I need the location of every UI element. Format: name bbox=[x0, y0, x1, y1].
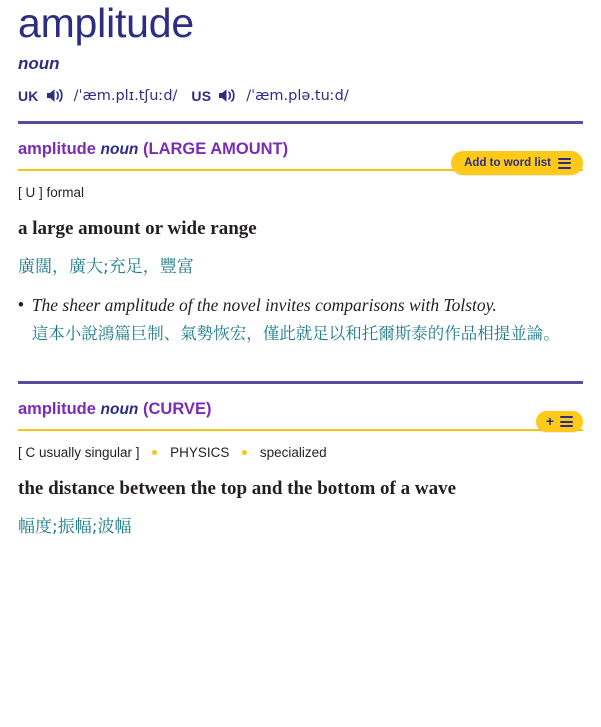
grammar-label-domain: PHYSICS bbox=[170, 445, 230, 460]
definition-text: a large amount or wide range bbox=[18, 218, 257, 239]
sense-headword: amplitude bbox=[18, 140, 96, 158]
sense-block-curve bbox=[18, 384, 583, 539]
list-icon bbox=[558, 158, 571, 169]
grammar-label-register: specialized bbox=[259, 445, 327, 460]
speaker-icon[interactable] bbox=[217, 87, 237, 104]
bullet-icon: • bbox=[18, 296, 24, 314]
sense-block-large-amount bbox=[18, 124, 583, 346]
speaker-icon[interactable] bbox=[45, 87, 65, 104]
pronunciation-region-us: US bbox=[191, 87, 212, 104]
add-to-word-list-label: + bbox=[545, 413, 554, 429]
example-translation: 這本小說鴻篇巨制、氣勢恢宏，僅此就足以和托爾斯泰的作品相提並論。 bbox=[31, 324, 560, 343]
pronunciation-ipa-uk: /ˈæm.plɪ.tʃuːd/ bbox=[73, 87, 178, 104]
sense-divider bbox=[18, 429, 583, 431]
pronunciation-row bbox=[18, 87, 583, 104]
definition-text: the distance between the top and the bottom of a wave bbox=[18, 478, 457, 499]
spacer bbox=[18, 346, 583, 364]
sense-guideword: (LARGE AMOUNT) bbox=[143, 140, 289, 158]
add-to-word-list-label: Add to word list bbox=[464, 157, 551, 169]
grammar-bracket: [ U ] bbox=[18, 185, 43, 200]
sense-headword: amplitude bbox=[18, 400, 96, 418]
grammar-labels bbox=[18, 445, 583, 460]
translation-text: 廣闊，廣大;充足，豐富 bbox=[18, 257, 194, 277]
separator-dot-icon bbox=[152, 450, 157, 455]
sense-header bbox=[18, 400, 583, 419]
pronunciation-ipa-us: /ˈæm.plə.tuːd/ bbox=[246, 87, 349, 104]
list-icon bbox=[560, 416, 573, 427]
sense-guideword: (CURVE) bbox=[143, 400, 212, 418]
example-english: The sheer amplitude of the novel invites comparisons with Tolstoy. bbox=[31, 295, 497, 315]
list-item bbox=[18, 293, 583, 346]
grammar-label-formal: formal bbox=[46, 185, 85, 200]
page-title: amplitude bbox=[18, 0, 194, 46]
pronunciation-region-uk: UK bbox=[18, 87, 39, 104]
translation-text: 幅度;振幅;波幅 bbox=[18, 517, 132, 537]
sense-part-of-speech: noun bbox=[100, 141, 139, 158]
examples-list bbox=[18, 293, 583, 346]
headword-part-of-speech: noun bbox=[18, 54, 60, 73]
add-to-word-list-button[interactable] bbox=[536, 411, 583, 432]
add-to-word-list-button[interactable] bbox=[451, 151, 583, 175]
grammar-labels bbox=[18, 185, 583, 200]
separator-dot-icon bbox=[242, 450, 247, 455]
grammar-bracket: [ C usually singular ] bbox=[18, 445, 140, 460]
sense-part-of-speech: noun bbox=[100, 401, 139, 418]
example-body bbox=[32, 293, 583, 346]
headword-block bbox=[18, 0, 583, 104]
